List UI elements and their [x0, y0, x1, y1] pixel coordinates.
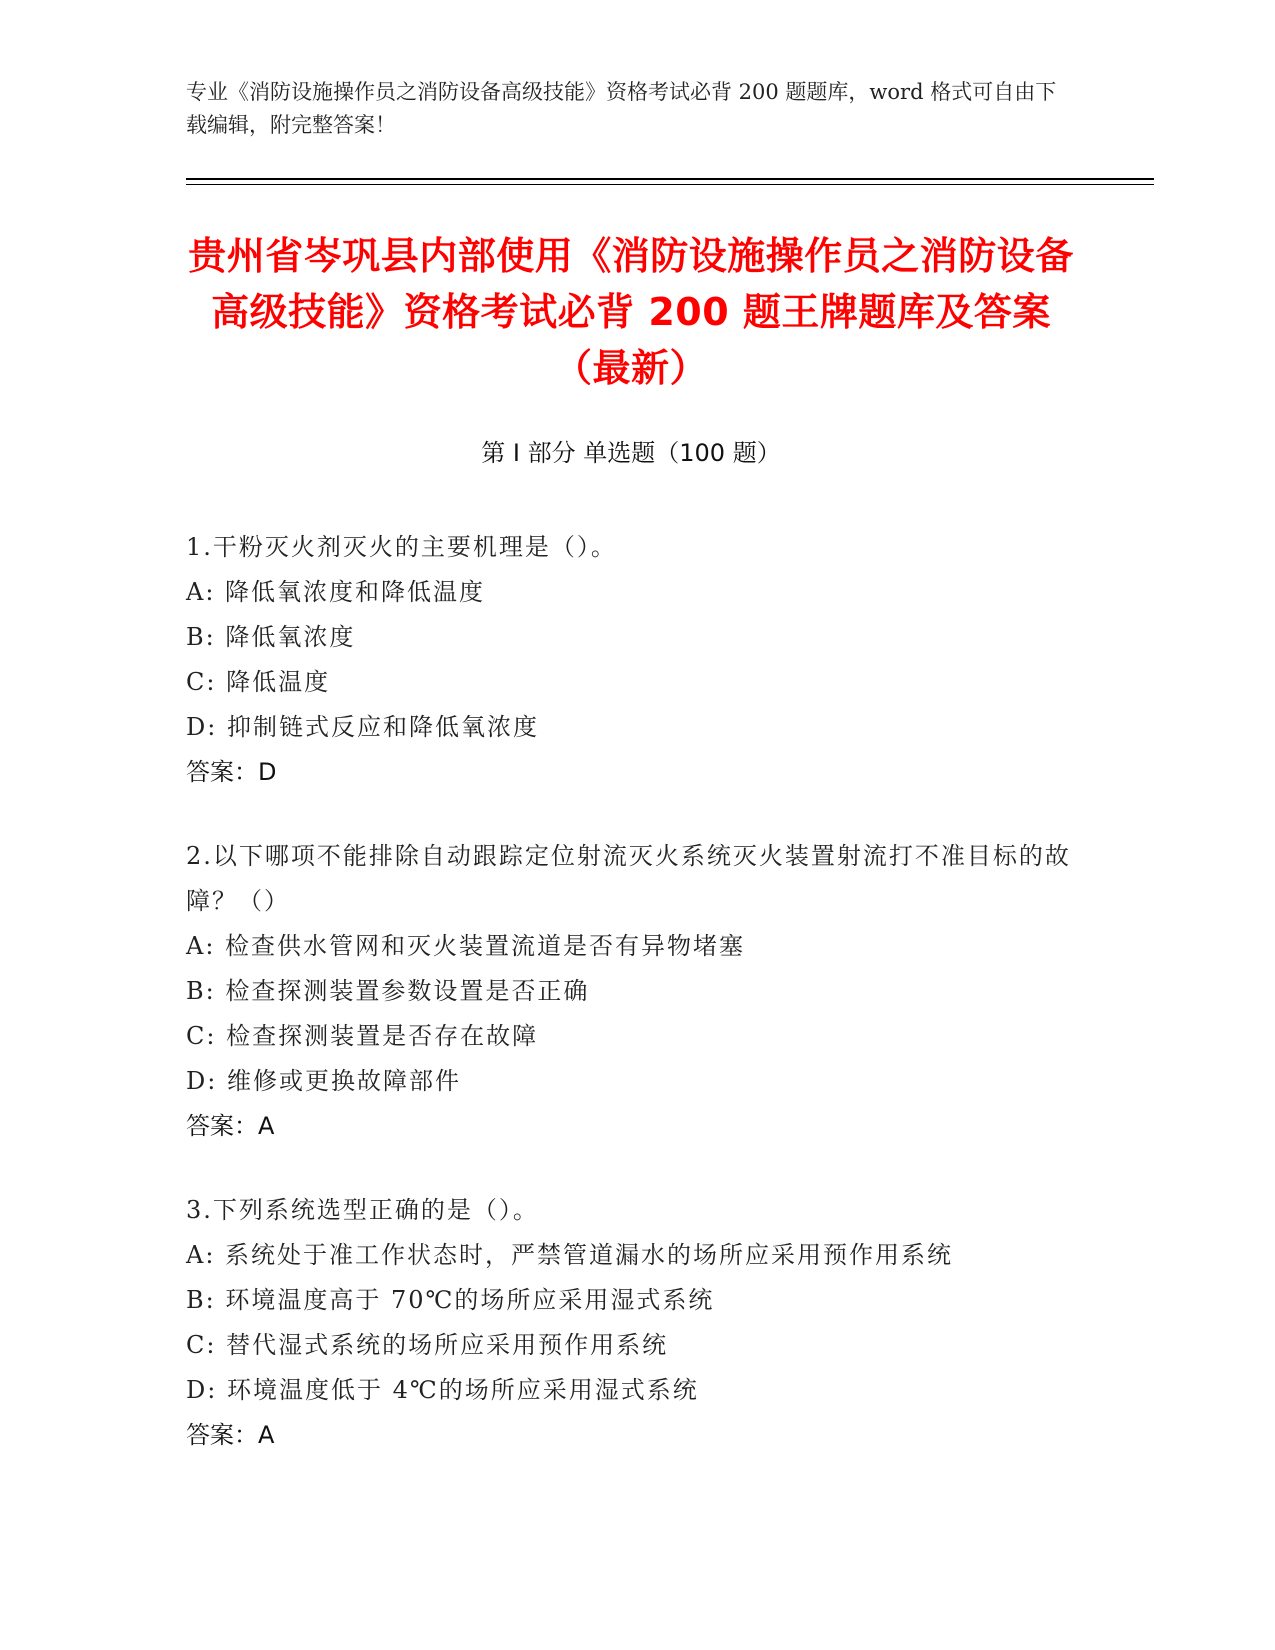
option-d: D: 抑制链式反应和降低氧浓度 [186, 713, 539, 741]
answer-line: 答案：A [186, 1112, 275, 1140]
section-title: 第 I 部分 单选题（100 题） [481, 439, 781, 467]
question-item [186, 525, 1086, 795]
question-list [186, 525, 1086, 1497]
question-stem: 1.干粉灭火剂灭火的主要机理是（）。 [186, 533, 617, 561]
option-a: A: 检查供水管网和灭火装置流道是否有异物堵塞 [186, 932, 746, 960]
option-d: D: 维修或更换故障部件 [186, 1067, 461, 1095]
document-title: 贵州省岑巩县内部使用《消防设施操作员之消防设备高级技能》资格考试必背 200 题王牌题库及答案（最新） [188, 234, 1074, 390]
question-stem: 3.下列系统选型正确的是（）。 [186, 1196, 539, 1224]
option-c: C: 检查探测装置是否存在故障 [186, 1022, 539, 1050]
answer-line: 答案：D [186, 758, 277, 786]
header-divider-thin [186, 184, 1154, 185]
option-b: B: 降低氧浓度 [186, 623, 356, 651]
option-d: D: 环境温度低于 4℃的场所应采用湿式系统 [186, 1376, 699, 1404]
answer-line: 答案：A [186, 1421, 275, 1449]
option-b: B: 检查探测装置参数设置是否正确 [186, 977, 590, 1005]
header-note: 专业《消防设施操作员之消防设备高级技能》资格考试必背 200 题题库，word 格式可自由下载编辑，附完整答案！ [186, 80, 1057, 137]
question-stem: 2.以下哪项不能排除自动跟踪定位射流灭火系统灭火装置射流打不准目标的故障？（） [186, 842, 1071, 915]
option-a: A: 系统处于准工作状态时，严禁管道漏水的场所应采用预作用系统 [186, 1241, 954, 1269]
option-c: C: 降低温度 [186, 668, 331, 696]
question-item [186, 834, 1086, 1149]
option-c: C: 替代湿式系统的场所应采用预作用系统 [186, 1331, 669, 1359]
question-item [186, 1188, 1086, 1458]
header-divider-thick [186, 178, 1154, 180]
option-b: B: 环境温度高于 70℃的场所应采用湿式系统 [186, 1286, 715, 1314]
option-a: A: 降低氧浓度和降低温度 [186, 578, 486, 606]
